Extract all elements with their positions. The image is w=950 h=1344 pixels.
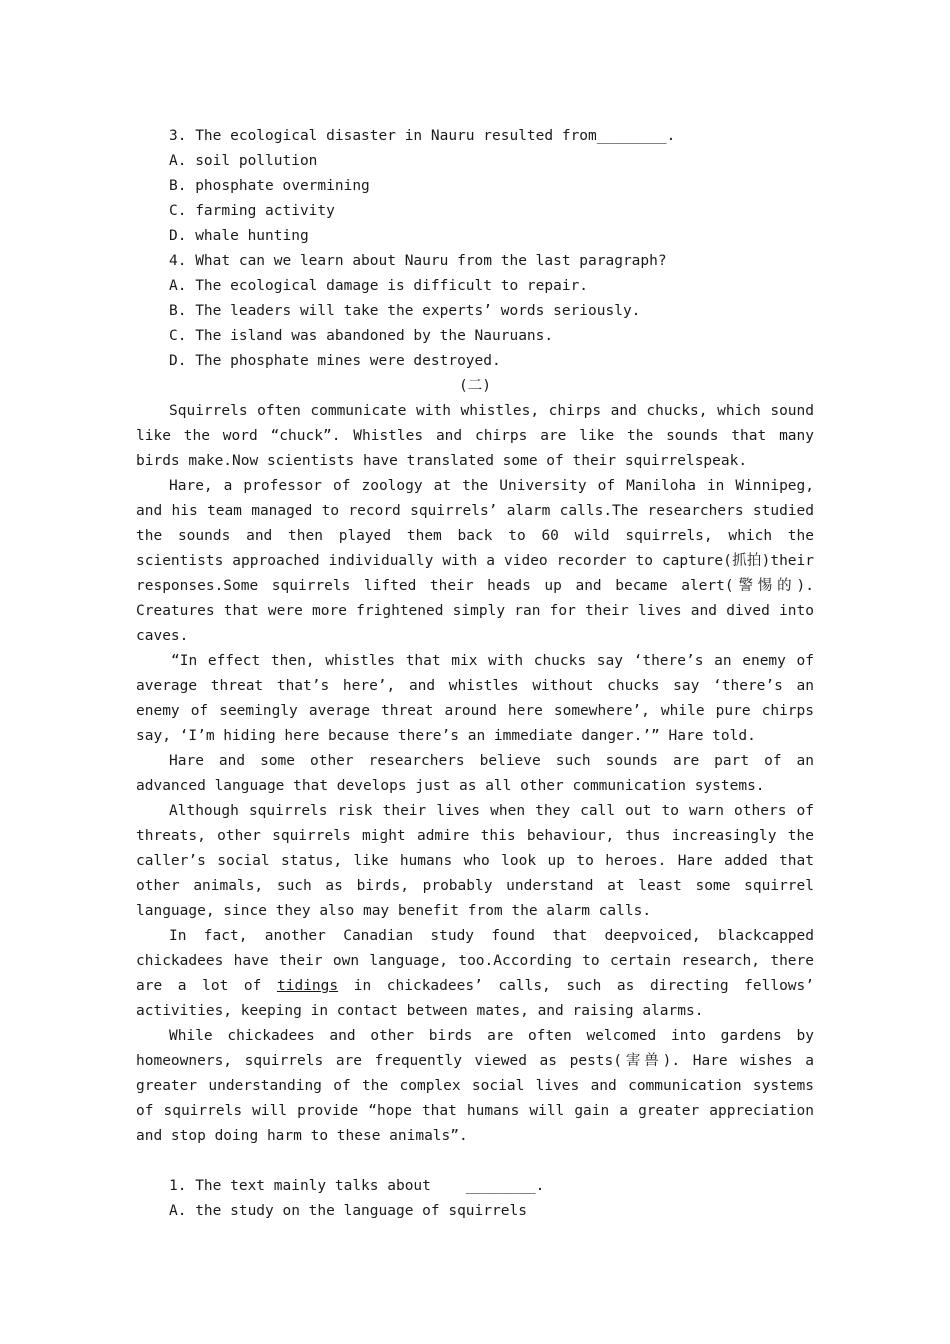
question-3-option-a: A. soil pollution (169, 153, 318, 169)
paragraph-6-text-end: in chickadees’ calls, such as directing fellows’ activities, keeping in contact between mates, and raising alarms. (136, 978, 814, 1019)
blank-line (136, 1149, 814, 1174)
question-4-option-c: C. The island was abandoned by the Nauruans. (169, 328, 554, 344)
underlined-word-tidings: tidings (277, 978, 339, 994)
question-3-option-d: D. whale hunting (169, 228, 309, 244)
question-3-stem: 3. The ecological disaster in Nauru resulted from________. (169, 128, 676, 144)
question-1-option-a: A. the study on the language of squirrels (169, 1203, 527, 1219)
question-4-stem: 4. What can we learn about Nauru from the last paragraph? (169, 253, 667, 269)
section-heading: (二) (459, 378, 491, 394)
paragraph-6-text-start: In fact, another Canadian study found that deepvoiced, blackcapped chickadees have their own language, too.According to certain research, there are a lot of (136, 928, 814, 994)
passage-paragraph-6 (136, 924, 814, 1024)
passage-paragraph-3: “In effect then, whistles that mix with chucks say ‘there’s an enemy of average threat that’s here’, and whistles without chucks say ‘there’s an enemy of seemingly average threat around here somewhere’, while pure chirps say, ‘I’m hiding here because there’s an immediate danger.’” Hare told. (136, 653, 814, 744)
passage-paragraph-2: Hare, a professor of zoology at the University of Maniloha in Winnipeg, and his team managed to record squirrels’ alarm calls.The researchers studied the sounds and then played them back to 60 wild squirrels, which the scientists approached individually with a video recorder to capture(抓拍)their responses.Some squirrels lifted their heads up and became alert(警惕的). Creatures that were more frightened simply ran for their lives and dived into caves. (136, 478, 814, 644)
question-4-option-b: B. The leaders will take the experts’ words seriously. (169, 303, 641, 319)
question-4-option-a: A. The ecological damage is difficult to repair. (169, 278, 589, 294)
question-3-option-b: B. phosphate overmining (169, 178, 370, 194)
passage-paragraph-1: Squirrels often communicate with whistles, chirps and chucks, which sound like the word “chuck”. Whistles and chirps are like the sounds that many birds make.Now scientists have translated some of their squirrelspeak. (136, 403, 814, 469)
question-3-option-c: C. farming activity (169, 203, 335, 219)
passage-paragraph-7: While chickadees and other birds are often welcomed into gardens by homeowners, squirrels are frequently viewed as pests(害兽). Hare wishes a greater understanding of the complex social lives and communication systems of squirrels will provide “hope that humans will gain a greater appreciation and stop doing harm to these animals”. (136, 1028, 814, 1144)
passage-paragraph-4: Hare and some other researchers believe such sounds are part of an advanced language that develops just as all other communication systems. (136, 753, 814, 794)
document-page (136, 124, 814, 1224)
passage-paragraph-5: Although squirrels risk their lives when they call out to warn others of threats, other squirrels might admire this behaviour, thus increasingly the caller’s social status, like humans who look up to heroes. Hare added that other animals, such as birds, probably understand at least some squirrel language, since they also may benefit from the alarm calls. (136, 803, 814, 919)
question-4-option-d: D. The phosphate mines were destroyed. (169, 353, 501, 369)
question-1-stem: 1. The text mainly talks about ________. (169, 1178, 545, 1194)
